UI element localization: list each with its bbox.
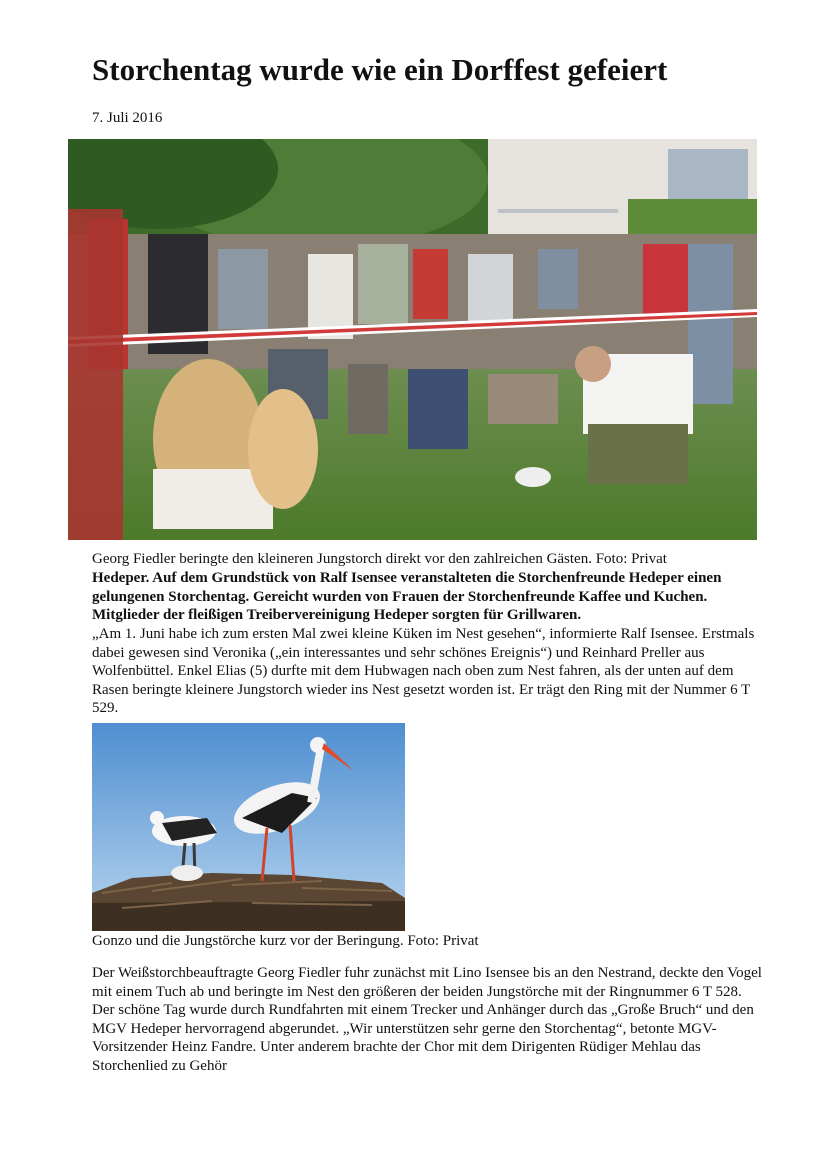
stork-nest-photo-caption: Gonzo und die Jungstörche kurz vor der Beringung. Foto: Privat <box>92 933 479 949</box>
article-date: 7. Juli 2016 <box>92 110 163 126</box>
article-title: Storchentag wurde wie ein Dorffest gefeiert <box>92 52 668 87</box>
article-lead: Hedeper. Auf dem Grundstück von Ralf Isensee veranstalteten die Storchenfreunde Hedeper einen gelungenen Storchentag. Gereicht wurden von Frauen der Storchenfreunde Kaffee und Kuchen. Mitglieder der fleißigen Treibervereinigung Hedeper sorgten für Grillwaren. <box>92 570 722 624</box>
article-paragraph: Der Weißstorchbeauftragte Georg Fiedler fuhr zunächst mit Lino Isensee bis an den Nestrand, deckte den Vogel mit einem Tuch ab und beringte im Nest den größeren der beiden Jungstörche mit der Ringnummer 6 T 528. Der schöne Tag wurde durch Rundfahrten mit einem Trecker und Anhänger durch das „Große Bruch“ und den MGV Hedeper hervorragend abgerundet. „Wir unterstützen sehr gerne den Storchentag“, betonte MGV-Vorsitzender Heinz Fandre. Unter anderem brachte der Chor mit dem Dirigenten Rüdiger Mehlau das Storchenlied zu Gehör <box>92 965 762 1074</box>
crowd-photo-caption: Georg Fiedler beringte den kleineren Jungstorch direkt vor den zahlreichen Gästen. Foto: Privat <box>92 551 667 567</box>
stork-nest-photo <box>92 723 405 931</box>
crowd-photo <box>68 139 757 540</box>
article-paragraph: „Am 1. Juni habe ich zum ersten Mal zwei kleine Küken im Nest gesehen“, informierte Ralf Isensee. Erstmals dabei gewesen sind Veronika („ein interessantes und sehr schönes Ereignis“) und Reinhard Preller aus Wolfenbüttel. Enkel Elias (5) durfte mit dem Hubwagen nach oben zum Nest fahren, als der unten auf dem Rasen beringte kleinere Jungstorch wieder ins Nest gesetzt worden ist. Er trägt den Ring mit der Nummer 6 T 529. <box>92 626 755 717</box>
